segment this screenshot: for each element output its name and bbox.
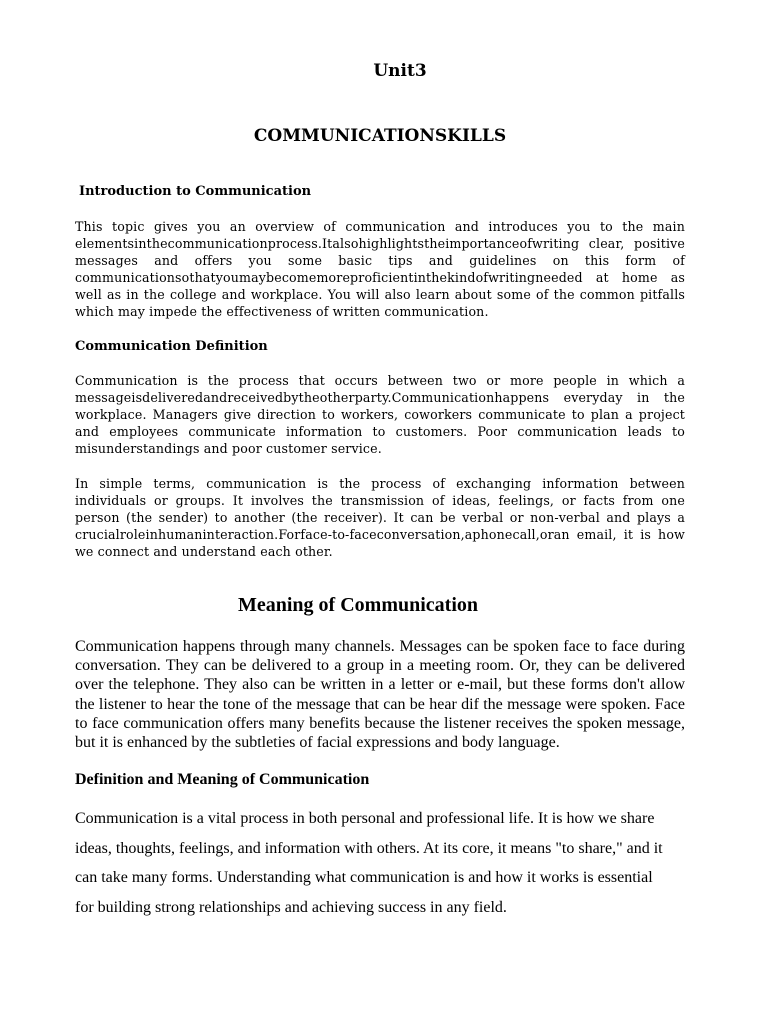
meaning-heading: Meaning of Communication (238, 594, 478, 616)
main-title: COMMUNICATIONSKILLS (253, 126, 507, 146)
definition-paragraph-2: In simple terms, communication is the process of exchanging information between individuals or groups. It involves the transmission of ideas, feelings, or facts from one person (the sender) to another (the receiver). It can be verbal or non-verbal and plays a crucialroleinhumaninteraction.Forface-to-faceconversation,aphonecall,oran email, it is how we connect and understand each other. (75, 476, 685, 559)
definition-meaning-heading: Definition and Meaning of Communication (75, 771, 370, 788)
intro-heading: Introduction to Communication (79, 184, 312, 199)
definition-meaning-paragraph: Communication is a vital process in both personal and professional life. It is how we share ideas, thoughts, feelings, and information with others. At its core, it means "to share," and it can take many forms. Understanding what communication is and how it works is essential for building strong relationships and achieving success in any field. (75, 810, 663, 916)
definition-heading: Communication Definition (75, 339, 268, 354)
intro-paragraph: This topic gives you an overview of communication and introduces you to the main elementsinthecommunicationprocess.Italsohighlightstheimportanceofwriting clear, positive messages and offers you some basic tips and guidelines on this form of communicationsothatyoumaybecomemoreproficientinthekindofwritingneeded at home as well as in the college and workplace. You will also learn about some of the common pitfalls which may impede the effectiveness of written communication. (75, 219, 685, 319)
meaning-paragraph: Communication happens through many channels. Messages can be spoken face to face during conversation. They can be delivered to a group in a meeting room. Or, they can be delivered over the telephone. They also can be written in a letter or e-mail, but these forms don't allow the listener to hear the tone of the message that can be hear dif the message were spoken. Face to face communication offers many benefits because the listener receives the spoken message, but it is enhanced by the subtleties of facial expressions and body language. (75, 638, 685, 752)
definition-paragraph-1: Communication is the process that occurs between two or more people in which a messageisdeliveredandreceivedbytheotherparty.Communicationhappens everyday in the workplace. Managers give direction to workers, coworkers communicate to plan a project and employees communicate information to customers. Poor communication leads to misunderstandings and poor customer service. (75, 373, 685, 456)
unit-title: Unit3 (373, 61, 427, 81)
